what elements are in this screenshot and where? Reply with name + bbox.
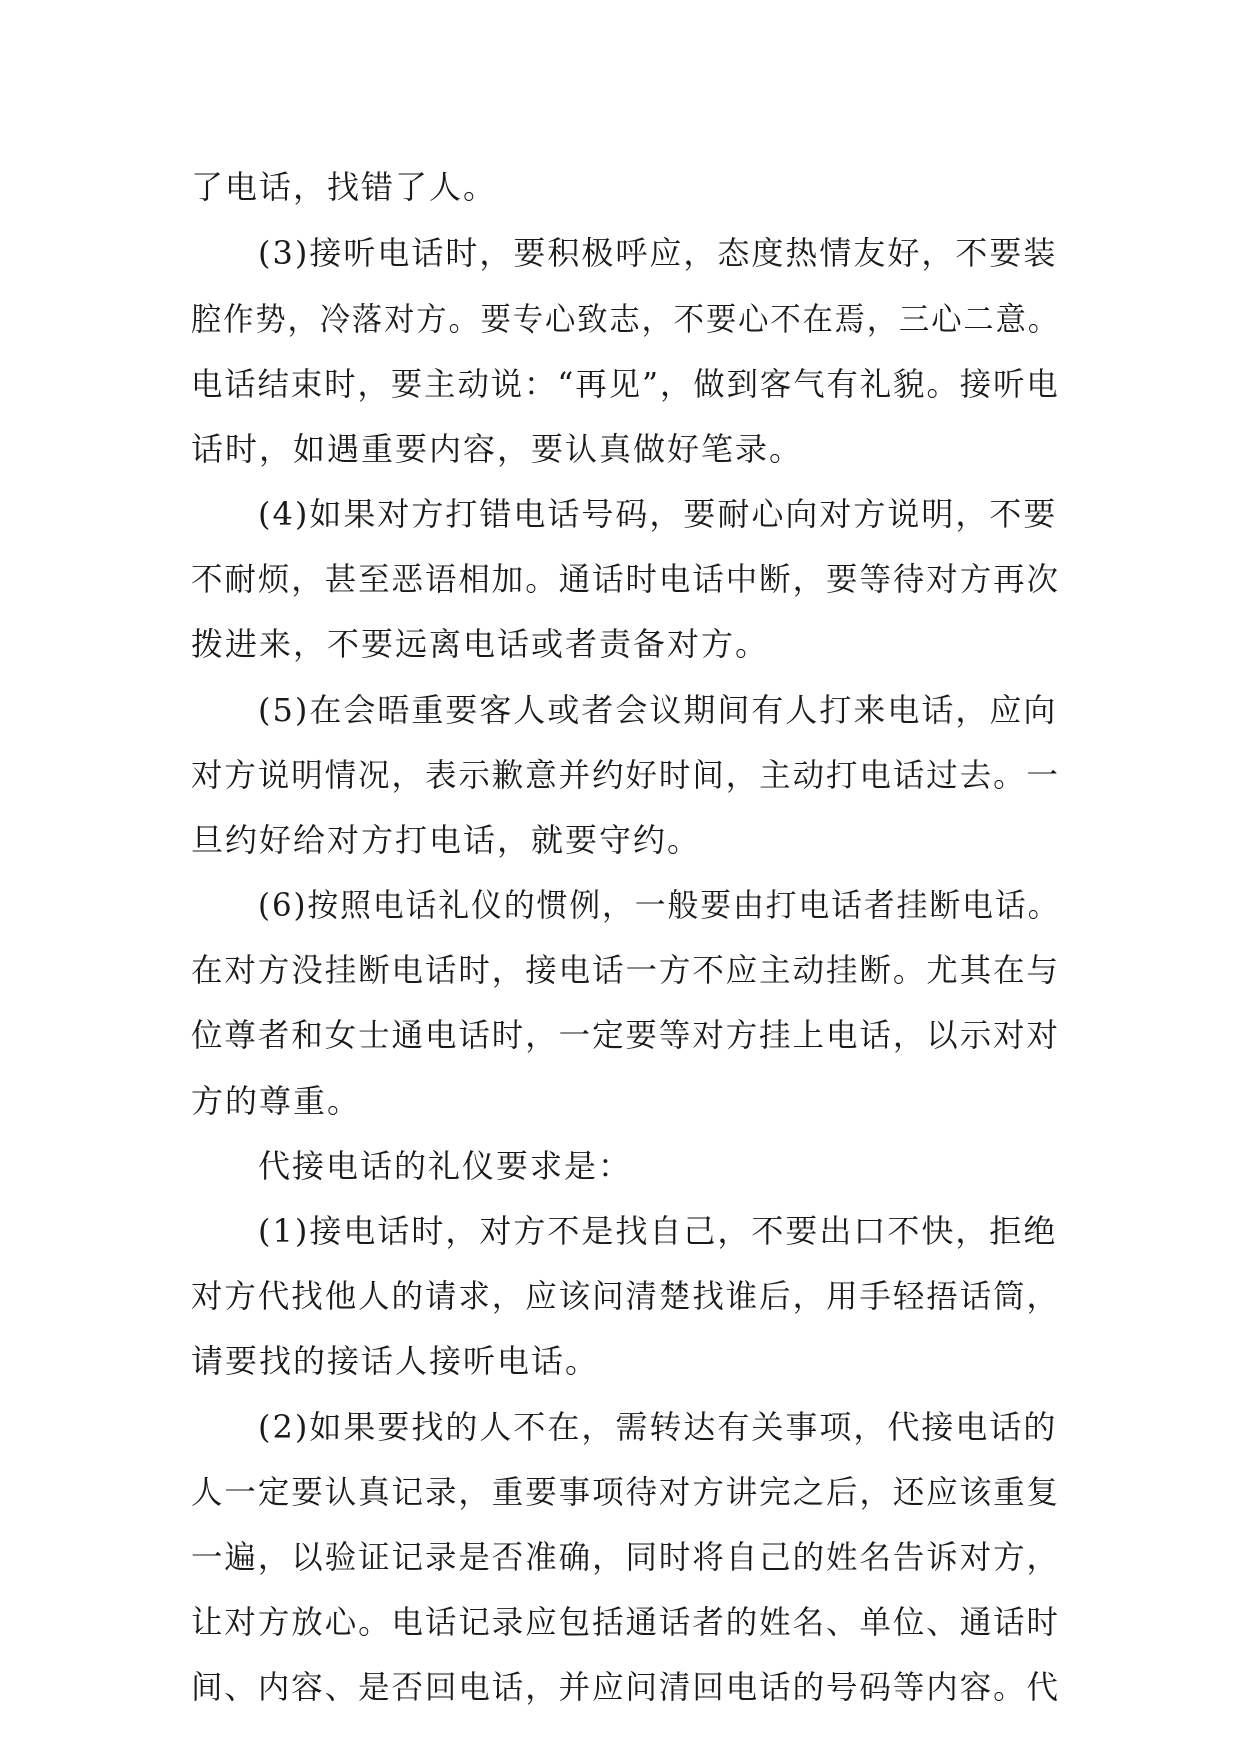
text-line: 旦约好给对方打电话，就要守约。 <box>191 821 702 859</box>
text-line: 拨进来，不要远离电话或者责备对方。 <box>191 625 770 663</box>
text-line: 话时，如遇重要内容，要认真做好笔录。 <box>191 430 804 468</box>
text-line: 位尊者和女士通电话时，一定要等对方挂上电话，以示对对 <box>191 1016 1060 1054</box>
text-line: 请要找的接话人接听电话。 <box>191 1342 600 1380</box>
text-line: 对方说明情况，表示歉意并约好时间，主动打电话过去。一 <box>191 756 1060 794</box>
text-line: (3)接听电话时，要积极呼应，态度热情友好，不要装 <box>258 234 1058 272</box>
text-line: (5)在会晤重要客人或者会议期间有人打来电话，应向 <box>258 691 1058 729</box>
text-line: 让对方放心。电话记录应包括通话者的姓名、单位、通话时 <box>191 1603 1060 1641</box>
text-line: 腔作势，冷落对方。要专心致志，不要心不在焉，三心二意。 <box>191 300 1060 338</box>
text-line: 不耐烦，甚至恶语相加。通话时电话中断，要等待对方再次 <box>191 560 1060 598</box>
text-line: 间、内容、是否回电话，并应问清回电话的号码等内容。代 <box>191 1668 1060 1706</box>
text-line: 在对方没挂断电话时，接电话一方不应主动挂断。尤其在与 <box>191 951 1060 989</box>
text-line: 方的尊重。 <box>191 1082 362 1120</box>
text-line: (6)按照电话礼仪的惯例，一般要由打电话者挂断电话。 <box>258 886 1061 924</box>
text-line: (2)如果要找的人不在，需转达有关事项，代接电话的 <box>258 1408 1058 1446</box>
text-line: 了电话，找错了人。 <box>191 168 498 206</box>
text-line: (1)接电话时，对方不是找自己，不要出口不快，拒绝 <box>258 1212 1058 1250</box>
text-line: 一遍，以验证记录是否准确，同时将自己的姓名告诉对方， <box>191 1538 1060 1576</box>
text-line: (4)如果对方打错电话号码，要耐心向对方说明，不要 <box>258 495 1058 533</box>
text-line: 电话结束时，要主动说：“再见”，做到客气有礼貌。接听电 <box>191 365 1060 403</box>
text-line: 人一定要认真记录，重要事项待对方讲完之后，还应该重复 <box>191 1473 1060 1511</box>
text-line: 对方代找他人的请求，应该问清楚找谁后，用手轻捂话筒， <box>191 1277 1060 1315</box>
text-line: 代接电话的礼仪要求是： <box>258 1147 633 1185</box>
